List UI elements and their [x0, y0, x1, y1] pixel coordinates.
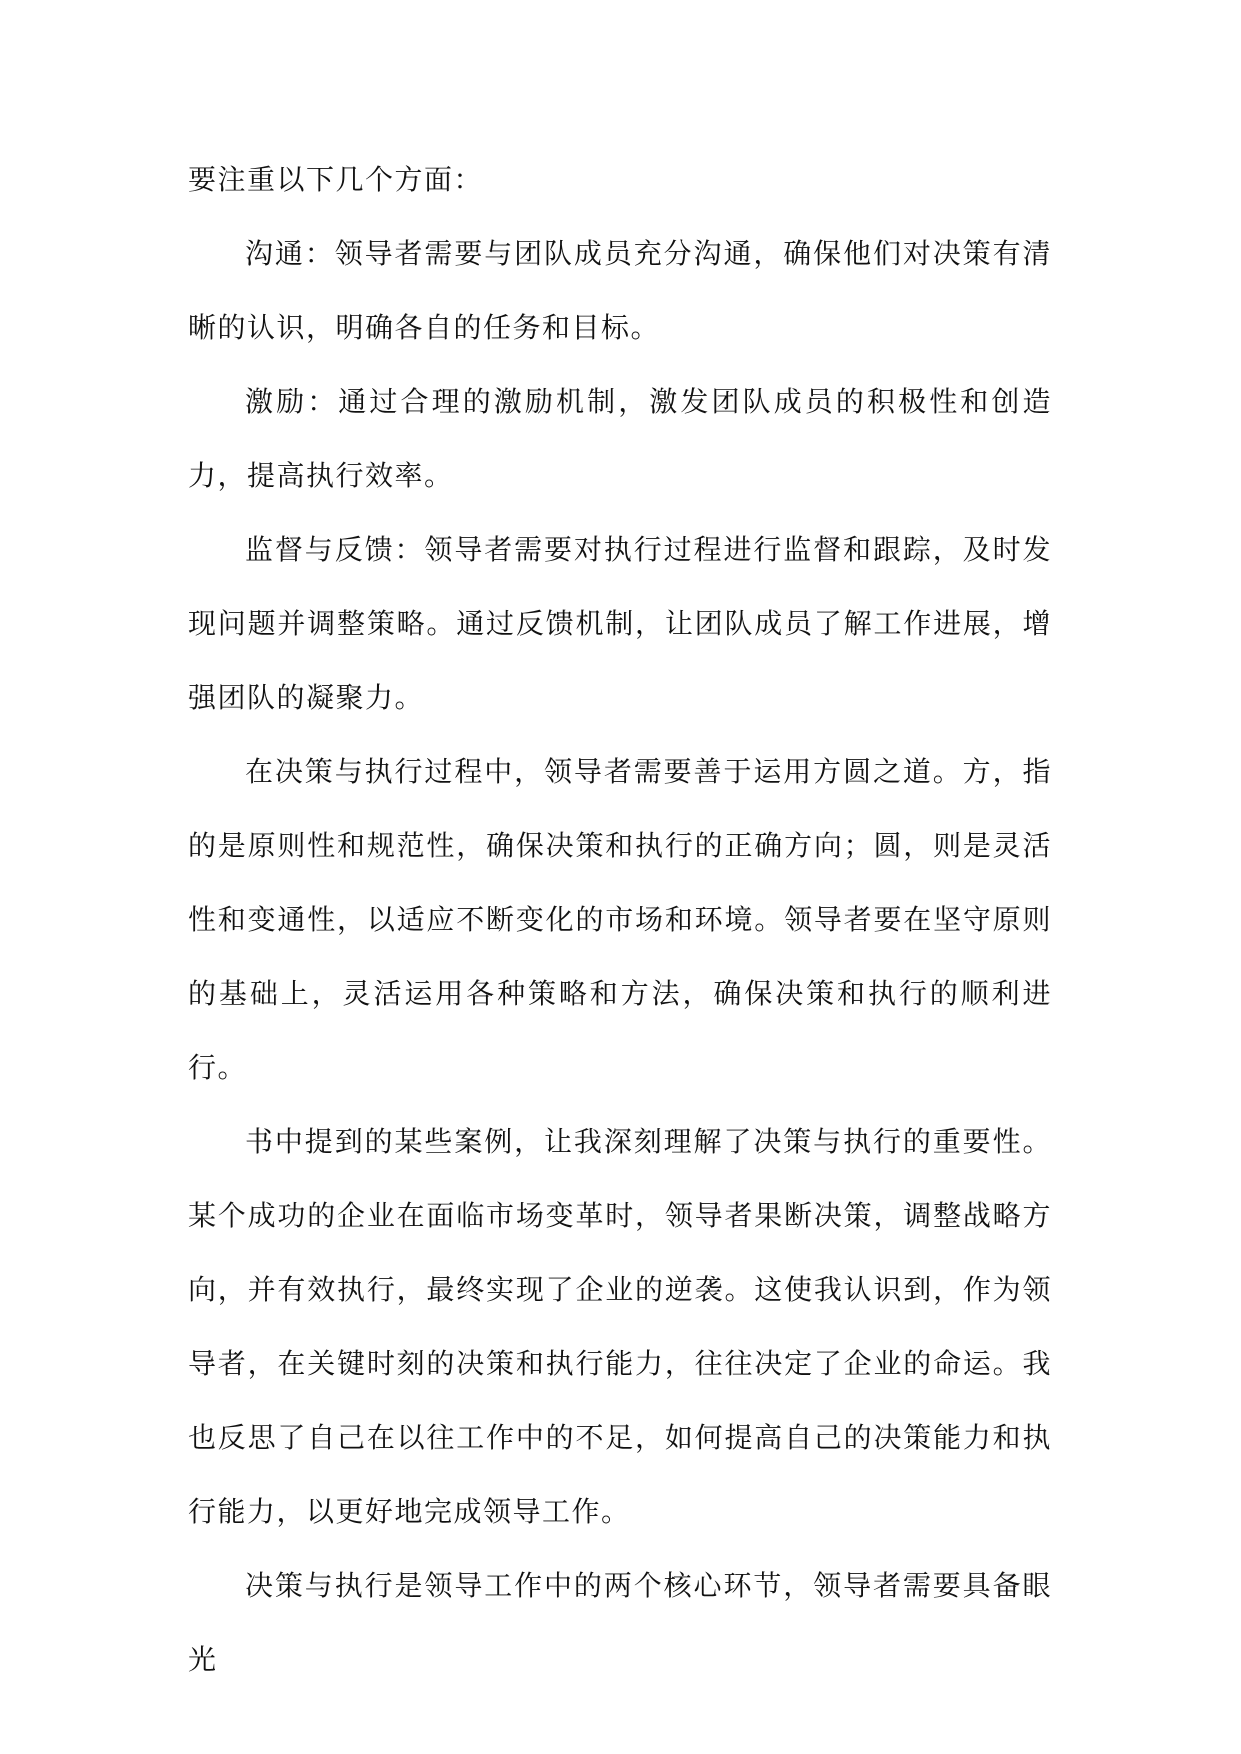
- paragraph-communication: 沟通：领导者需要与团队成员充分沟通，确保他们对决策有清晰的认识，明确各自的任务和目标。: [188, 237, 1052, 344]
- paragraph-continuation: 要注重以下几个方面：: [188, 163, 484, 196]
- body-text: [188, 143, 1052, 1697]
- paragraph-square-round: 在决策与执行过程中，领导者需要善于运用方圆之道。方，指的是原则性和规范性，确保决策和执行的正确方向；圆，则是灵活性和变通性，以适应不断变化的市场和环境。领导者要在坚守原则的基础上，灵活运用各种策略和方法，确保决策和执行的顺利进行。: [188, 755, 1052, 1084]
- paragraph-motivation: 激励：通过合理的激励机制，激发团队成员的积极性和创造力，提高执行效率。: [188, 385, 1052, 492]
- paragraph-case-study: 书中提到的某些案例，让我深刻理解了决策与执行的重要性。某个成功的企业在面临市场变革时，领导者果断决策，调整战略方向，并有效执行，最终实现了企业的逆袭。这使我认识到，作为领导者，在关键时刻的决策和执行能力，往往决定了企业的命运。我也反思了自己在以往工作中的不足，如何提高自己的决策能力和执行能力，以更好地完成领导工作。: [188, 1125, 1052, 1528]
- paragraph-conclusion: 决策与执行是领导工作中的两个核心环节，领导者需要具备眼光: [188, 1569, 1052, 1676]
- paragraph-supervision: 监督与反馈：领导者需要对执行过程进行监督和跟踪，及时发现问题并调整策略。通过反馈机制，让团队成员了解工作进展，增强团队的凝聚力。: [188, 533, 1052, 714]
